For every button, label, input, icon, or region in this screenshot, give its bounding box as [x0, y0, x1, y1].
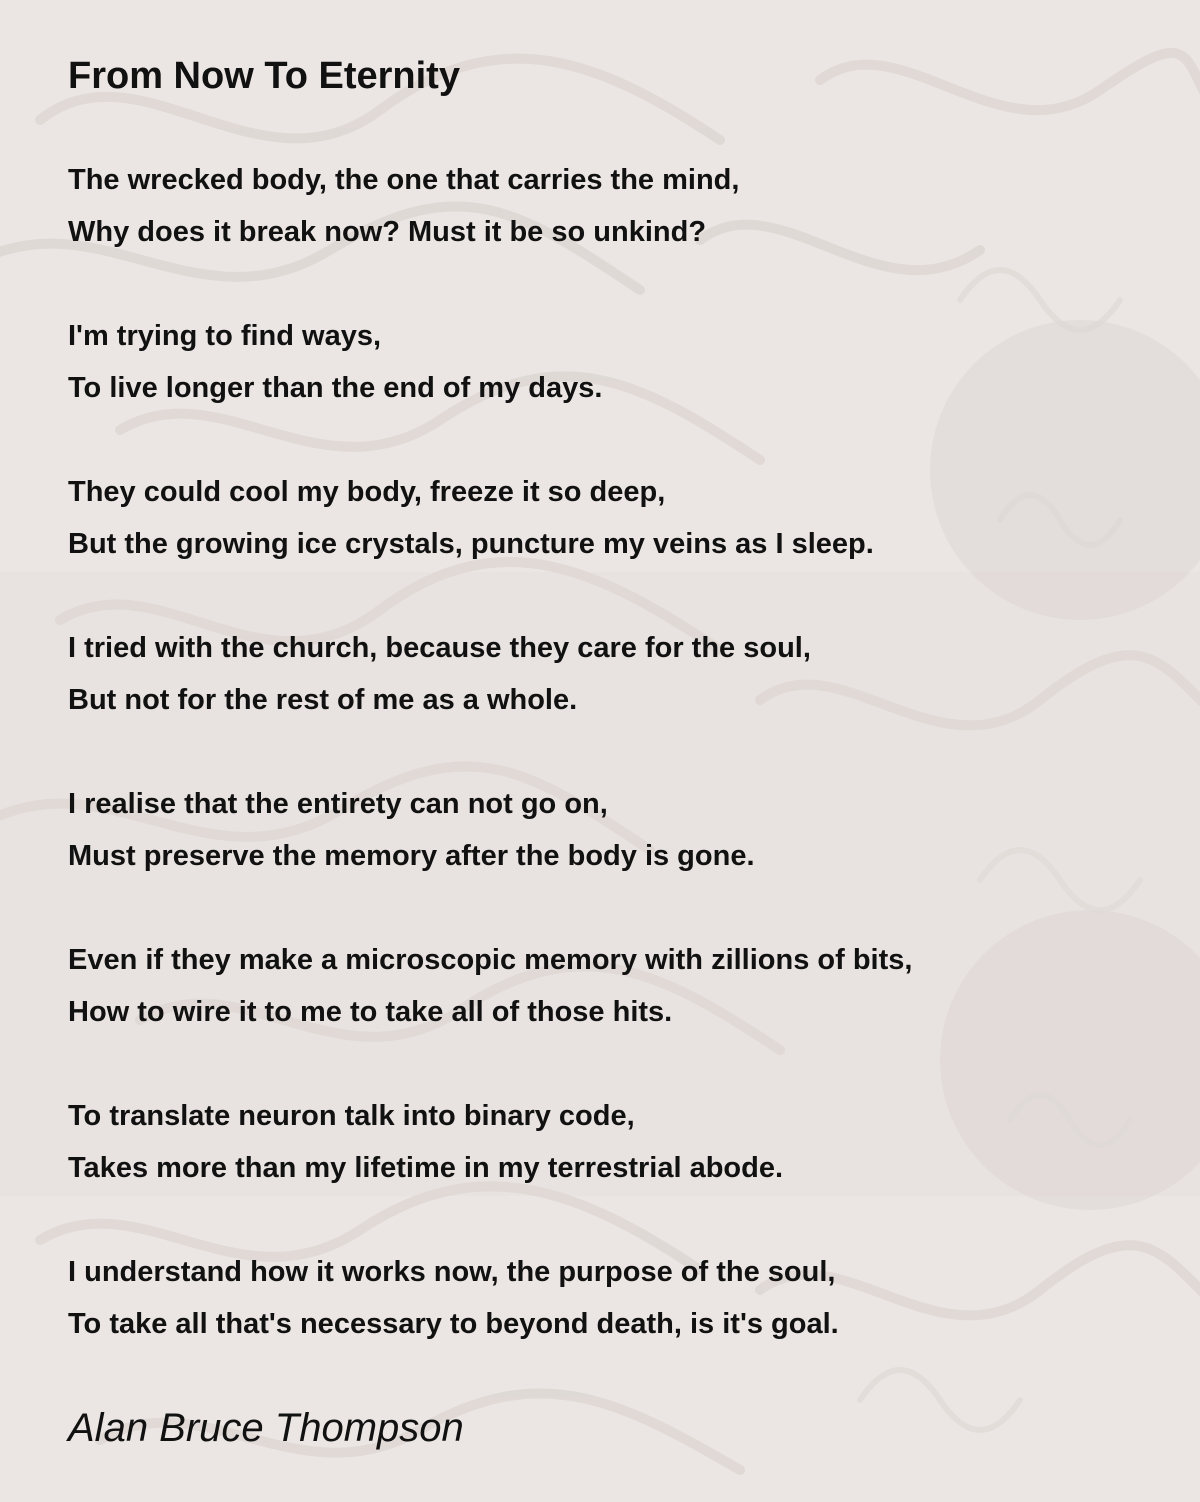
poem-author: Alan Bruce Thompson — [68, 1406, 464, 1450]
poem-line: But the growing ice crystals, puncture my veins as I sleep. — [68, 528, 874, 560]
poem-line: To live longer than the end of my days. — [68, 372, 603, 404]
stanza — [68, 934, 1148, 1038]
poem-body — [68, 154, 1148, 1402]
poem-line: To translate neuron talk into binary code, — [68, 1100, 635, 1132]
poem-line: To take all that's necessary to beyond death, is it's goal. — [68, 1308, 839, 1340]
stanza — [68, 1246, 1148, 1350]
poem-line: The wrecked body, the one that carries the mind, — [68, 164, 740, 196]
stanza — [68, 154, 1148, 258]
stanza — [68, 778, 1148, 882]
poem-line: Must preserve the memory after the body is gone. — [68, 840, 755, 872]
poem-line: I'm trying to find ways, — [68, 320, 382, 352]
poem-line: Takes more than my lifetime in my terrestrial abode. — [68, 1152, 784, 1184]
stanza — [68, 310, 1148, 414]
stanza — [68, 622, 1148, 726]
poem-line: How to wire it to me to take all of those hits. — [68, 996, 673, 1028]
poem-title: From Now To Eternity — [68, 55, 460, 97]
poem-line: They could cool my body, freeze it so deep, — [68, 476, 666, 508]
stanza — [68, 466, 1148, 570]
poem-line: I understand how it works now, the purpose of the soul, — [68, 1256, 836, 1288]
poem-line: Even if they make a microscopic memory with zillions of bits, — [68, 944, 913, 976]
poem-line: But not for the rest of me as a whole. — [68, 684, 578, 716]
poem-line: I tried with the church, because they care for the soul, — [68, 632, 811, 664]
poem-line: I realise that the entirety can not go on, — [68, 788, 608, 820]
stanza — [68, 1090, 1148, 1194]
poem-line: Why does it break now? Must it be so unkind? — [68, 216, 707, 248]
